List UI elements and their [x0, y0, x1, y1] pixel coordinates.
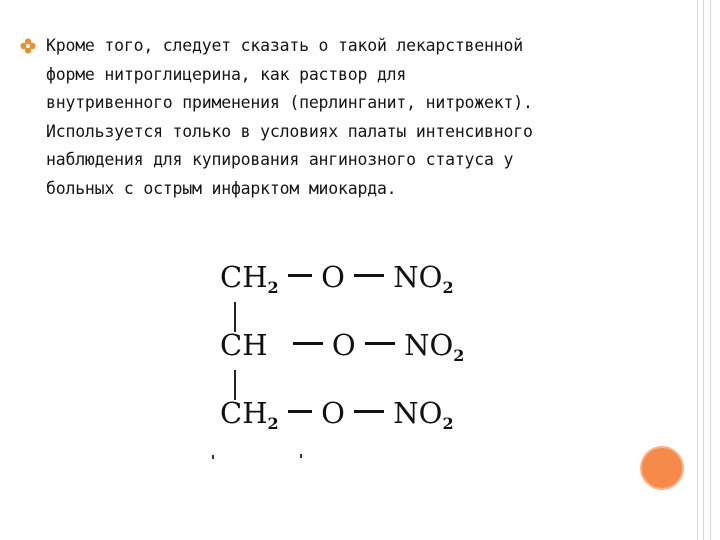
subscript: 2 — [442, 278, 454, 297]
right-rule-1 — [697, 0, 698, 540]
bond — [293, 342, 323, 345]
nitroglycerin-formula — [220, 250, 465, 460]
bond — [354, 410, 384, 413]
bond — [365, 342, 395, 345]
carbon-group: CH — [220, 260, 268, 294]
scan-mark — [212, 455, 214, 459]
oxygen: O — [321, 396, 345, 430]
bond — [354, 274, 384, 277]
subscript: 2 — [267, 414, 279, 433]
text-line: Используется только в условиях палаты интенсивного — [46, 121, 533, 141]
subscript: 2 — [267, 278, 279, 297]
decorative-circle — [640, 446, 684, 490]
nitro-group: NO — [404, 328, 454, 362]
text-line: больных с острым инфарктом миокарда. — [46, 178, 397, 198]
oxygen: O — [321, 260, 345, 294]
subscript: 2 — [442, 414, 454, 433]
bond — [288, 274, 312, 277]
bond — [288, 410, 312, 413]
text-line: Кроме того, следует сказать о такой лекарственной — [46, 36, 523, 55]
text-line: наблюдения для купирования ангинозного статуса у — [46, 150, 514, 170]
formula-row-2 — [220, 328, 464, 368]
body-paragraph — [46, 32, 686, 204]
flower-bullet-icon — [20, 38, 36, 54]
carbon-group: CH — [220, 328, 268, 362]
right-rule-3 — [710, 0, 711, 540]
carbon-group: CH — [220, 396, 268, 430]
nitro-group: NO — [393, 396, 443, 430]
text-line: внутривенного применения (перлинганит, нитрожект). — [46, 93, 533, 113]
text-line: форме нитроглицерина, как раствор для — [46, 64, 407, 84]
formula-row-1 — [220, 260, 454, 300]
oxygen: O — [331, 328, 356, 362]
nitro-group: NO — [393, 260, 443, 294]
scan-mark — [300, 454, 302, 458]
right-rule-2 — [703, 0, 704, 540]
formula-row-3 — [220, 396, 454, 436]
subscript: 2 — [453, 346, 465, 365]
